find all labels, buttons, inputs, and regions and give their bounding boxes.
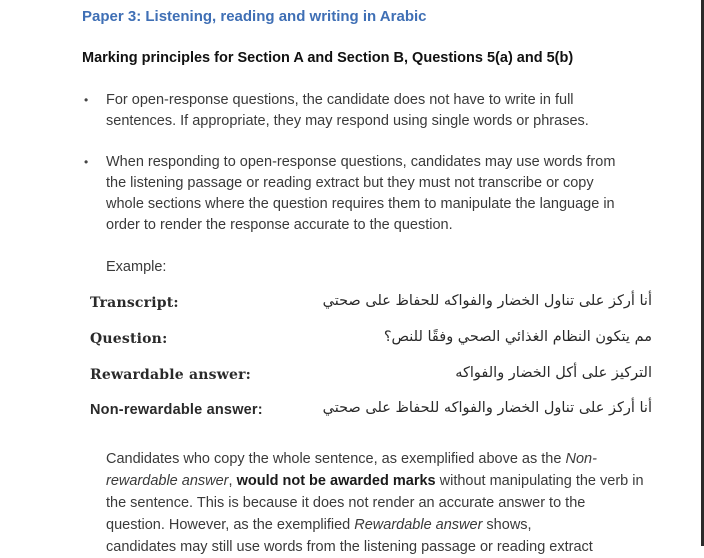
example-row-arabic: أنا أركز على تناول الخضار والفواكه للحفاظ على صحتي [322,293,652,309]
example-row-arabic: مم يتكون النظام الغذائي الصحي وفقًا للنص؟ [383,329,652,345]
bullet-icon: • [84,93,89,107]
closing-text: Candidates who copy the whole sentence, as exemplified above as the [106,451,566,467]
example-row-transcript [90,295,660,317]
closing-text: without manipulating the verb in the sentence. This is because it does not render an accurate answer to the question. However, as the exemplified [106,473,644,533]
closing-strong: would not be awarded marks [236,473,436,489]
example-row-question [90,331,660,353]
example-row-rewardable [90,367,660,389]
example-row-label: Question: [90,331,168,347]
example-row-label: Rewardable answer: [90,367,252,383]
section-heading: Marking principles for Section A and Section B, Questions 5(a) and 5(b) [82,50,574,66]
closing-emphasis: Rewardable answer [354,517,483,533]
example-row-arabic: أنا أركز على تناول الخضار والفواكه للحفاظ على صحتي [322,400,652,416]
example-row-non-rewardable [90,402,660,424]
closing-emphasis: Non-rewardable answer [106,451,597,489]
closing-text: , [228,473,237,489]
example-row-label: Transcript: [90,295,179,311]
bullet-text: For open-response questions, the candidate does not have to write in full sentences. If appropriate, they may respond using single words or phrases. [106,92,589,129]
closing-text: shows, [482,517,532,533]
bullet-item-open-response [84,90,624,132]
closing-paragraph [106,448,646,558]
bullet-text: When responding to open-response questions, candidates may use words from the listening passage or reading extract but they must not transcribe or copy whole sections where the question requires them to manipulate the language in order to render the response accurate to the question. [106,154,616,233]
page-title: Paper 3: Listening, reading and writing in Arabic [82,8,427,25]
bullet-icon: • [84,155,89,169]
closing-cut-line: candidates may still use words from the listening passage or reading extract [106,539,593,555]
example-row-arabic: التركيز على أكل الخضار والفواكه [455,365,652,381]
bullet-item-transcription [84,152,624,236]
example-label: Example: [106,259,167,275]
example-row-label: Non-rewardable answer: [90,402,263,418]
